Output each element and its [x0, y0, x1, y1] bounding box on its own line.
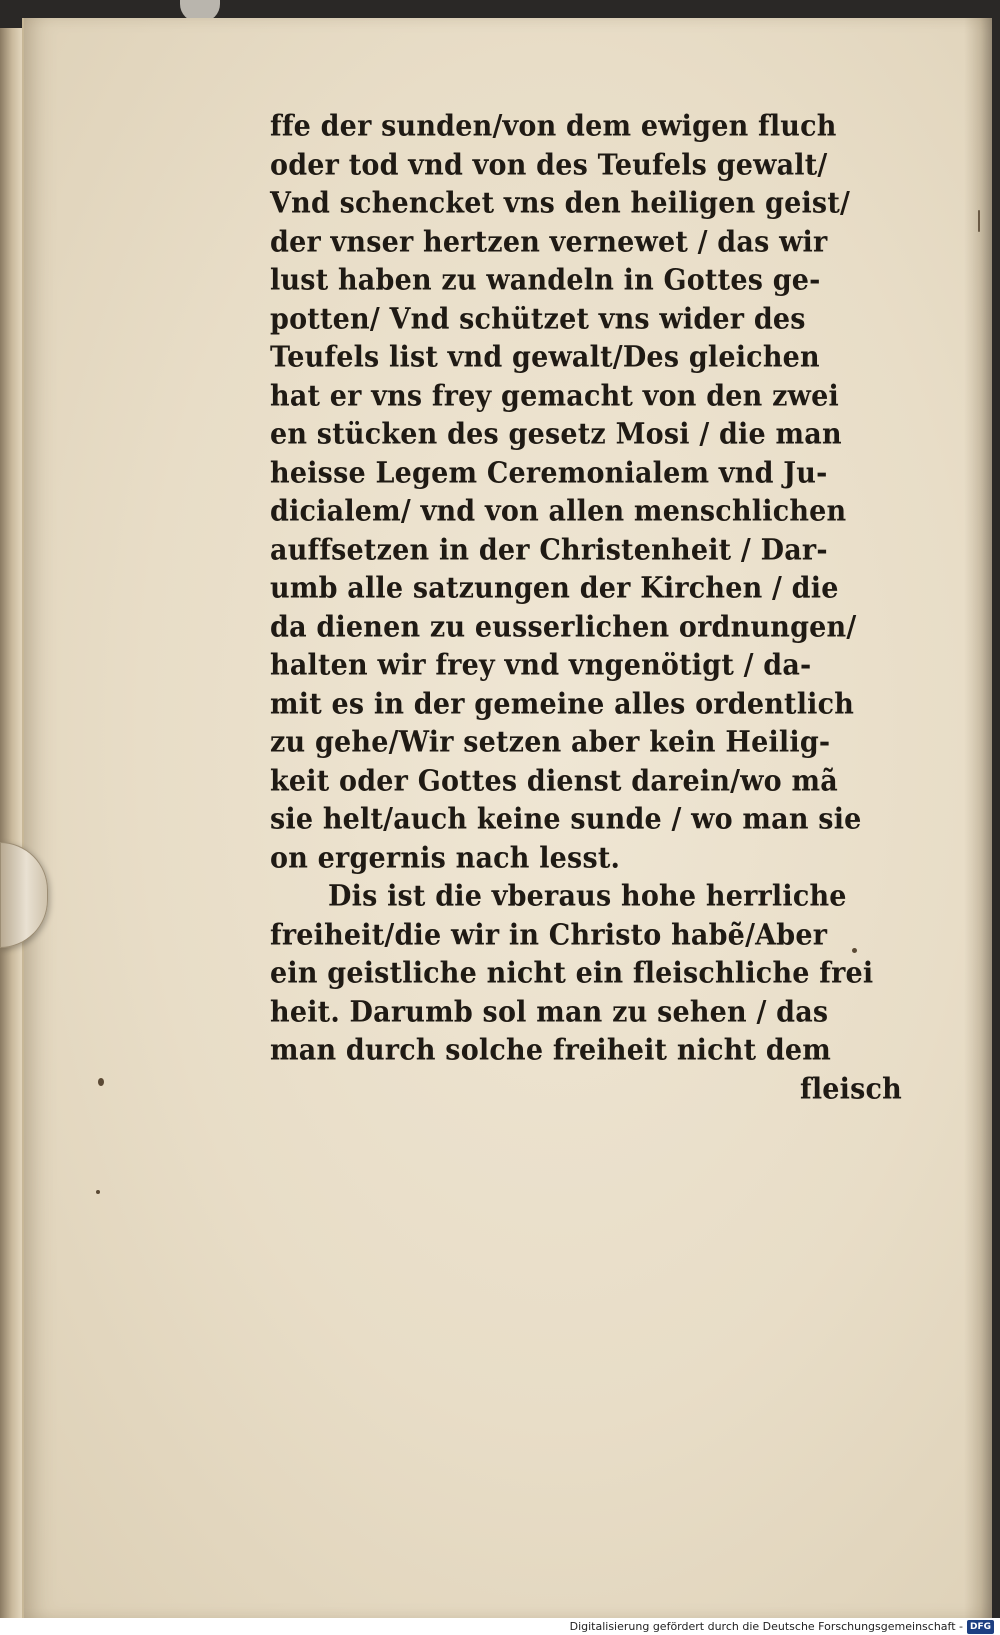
text-line: man durch solche freiheit nicht dem	[270, 1033, 832, 1068]
text-line: da dienen zu eusserlichen ordnungen/	[270, 610, 857, 644]
digitization-footer	[0, 1618, 1000, 1635]
text-line: auffsetzen in der Christenheit / Dar-	[270, 533, 828, 567]
ink-mark	[978, 210, 980, 232]
text-line: potten/ Vnd schützet vns wider des	[270, 302, 806, 336]
dfg-logo: DFG	[967, 1620, 994, 1634]
page-gutter-shadow	[964, 18, 992, 1618]
catchword: fleisch	[800, 1072, 902, 1106]
text-line: freiheit/die wir in Christo habẽ/Aber	[270, 918, 828, 952]
text-line: ein geistliche nicht ein fleischliche frei	[270, 956, 874, 991]
text-line: en stücken des gesetz Mosi / die man	[270, 417, 842, 452]
text-line: lust haben zu wandeln in Gottes ge-	[270, 263, 821, 298]
text-line: halten wir frey vnd vngenötigt / da-	[270, 648, 812, 683]
footer-credit: Digitalisierung gefördert durch die Deutsche Forschungsgemeinschaft -	[569, 1620, 963, 1633]
text-line: dicialem/ vnd von allen menschlichen	[270, 494, 847, 529]
text-line: ffe der sunden/von dem ewigen fluch	[270, 109, 837, 144]
ink-speck	[96, 1190, 100, 1194]
text-line: heit. Darumb sol man zu sehen / das	[270, 995, 829, 1029]
text-line: umb alle satzungen der Kirchen / die	[270, 571, 839, 606]
text-line-paragraph-start: Dis ist die vberaus hohe herrliche	[328, 879, 847, 914]
ink-speck	[98, 1078, 104, 1086]
text-line: keit oder Gottes dienst darein/wo mã	[270, 764, 838, 798]
text-line: Vnd schencket vns den heiligen geist/	[270, 186, 851, 221]
text-line: Teufels list vnd gewalt/Des gleichen	[270, 340, 820, 375]
text-line: on ergernis nach lesst.	[270, 841, 621, 875]
text-line: zu gehe/Wir setzen aber kein Heilig-	[270, 725, 831, 760]
text-line: der vnser hertzen vernewet / das wir	[270, 225, 828, 259]
text-line: hat er vns frey gemacht von den zwei	[270, 379, 839, 413]
text-line: mit es in der gemeine alles ordentlich	[270, 687, 855, 721]
page-text	[270, 108, 920, 1109]
text-line: oder tod vnd von des Teufels gewalt/	[270, 148, 828, 182]
text-line: heisse Legem Ceremonialem vnd Ju-	[270, 456, 828, 490]
text-line: sie helt/auch keine sunde / wo man sie	[270, 802, 862, 837]
